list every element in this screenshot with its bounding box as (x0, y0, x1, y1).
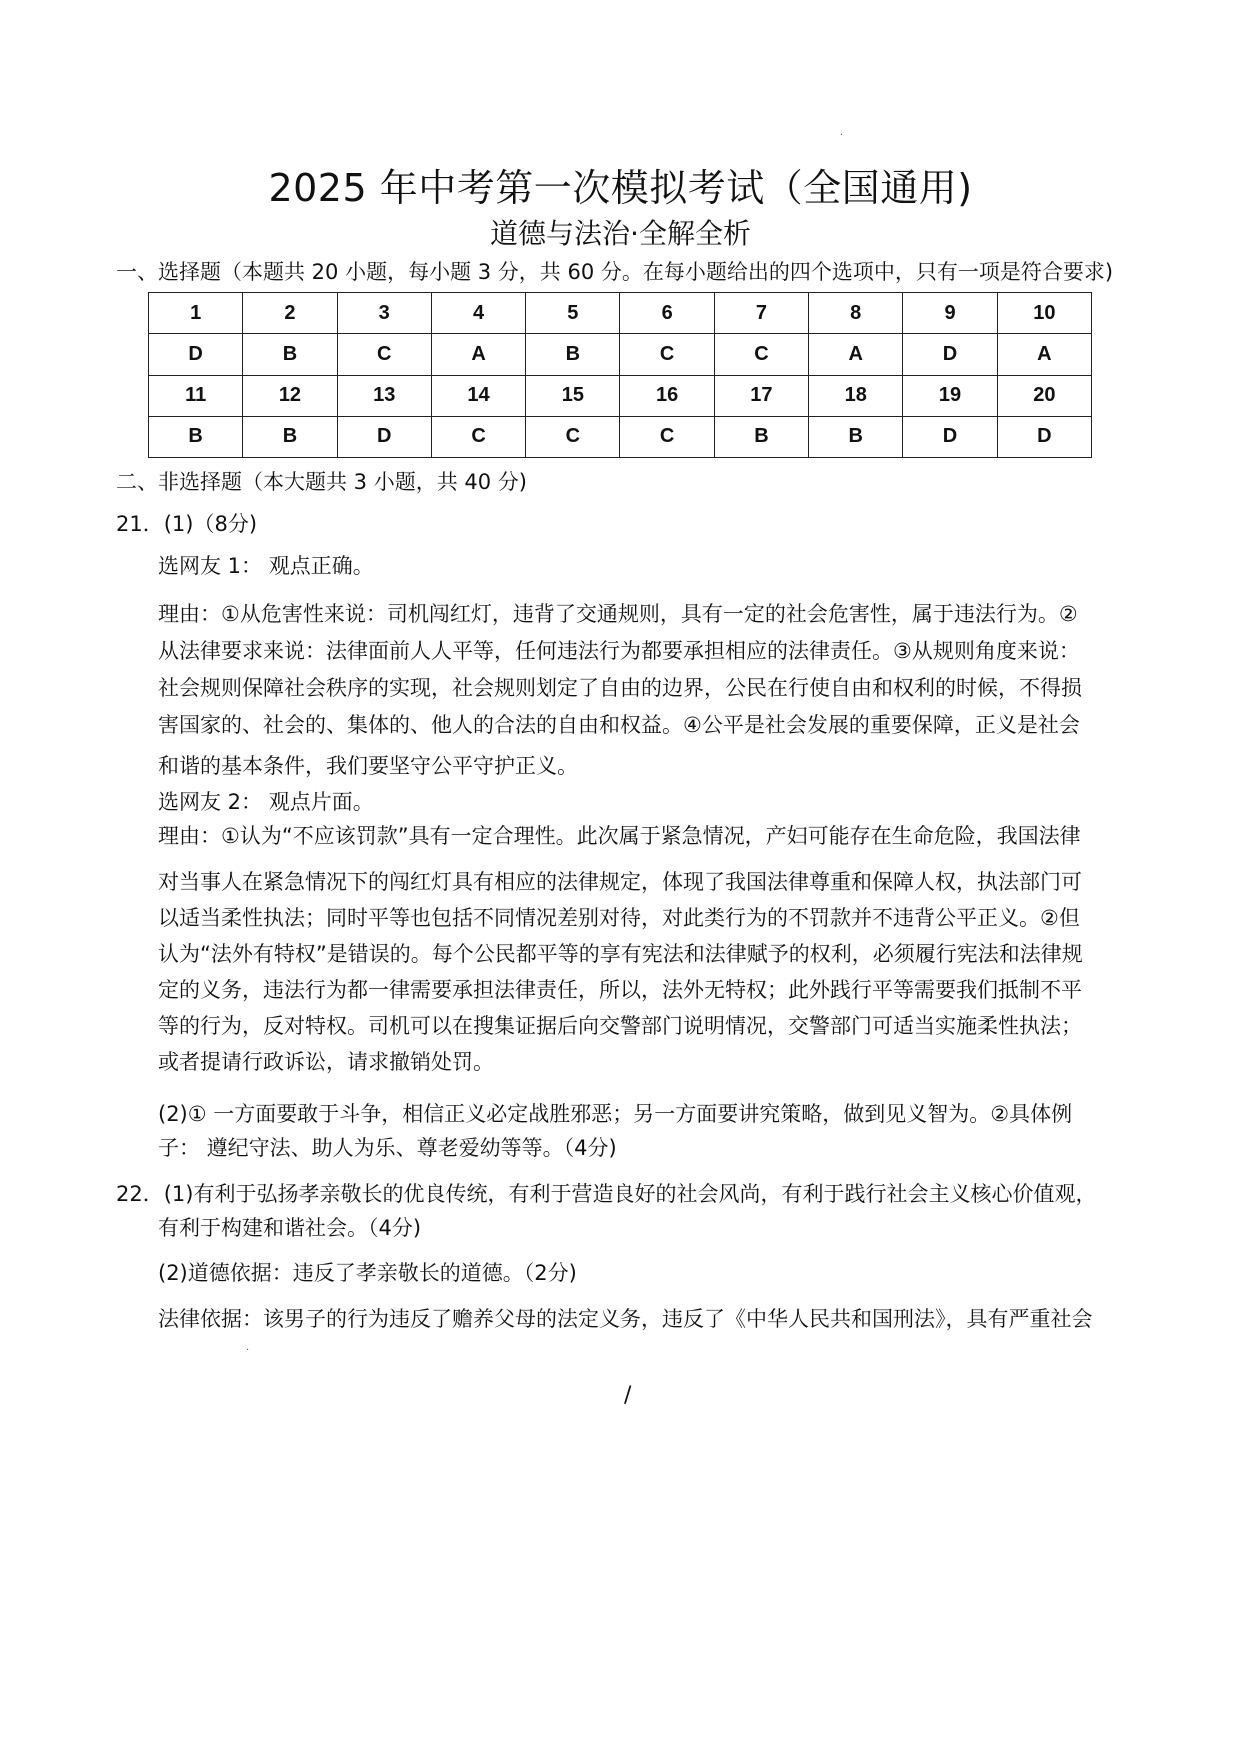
page-subtitle: 道德与法治·全解全析 (490, 217, 751, 250)
question-number-cell: 10 (997, 293, 1091, 334)
answer-cell: C (714, 334, 808, 375)
q21-part2-line-2: 子： 遵纪守法、助人为乐、尊老爱幼等等。（4分) (158, 1136, 617, 1160)
q21-reason-1-line-1: 理由：①从危害性来说：司机闯红灯，违背了交通规则，具有一定的社会危害性，属于违法行为。② (158, 602, 1078, 626)
q21-choice-1: 选网友 1： 观点正确。 (158, 554, 374, 578)
question-number-cell: 15 (526, 375, 620, 416)
scan-speck: · (840, 130, 844, 141)
q22-part1-line-1: 22．(1)有利于弘扬孝亲敬长的优良传统，有利于营造良好的社会风尚，有利于践行社会主义核心价值观， (116, 1182, 1097, 1206)
section1-heading: 一、选择题（本题共 20 小题，每小题 3 分，共 60 分。在每小题给出的四个选项中，只有一项是符合要求) (116, 260, 1114, 284)
page-mark: / (624, 1383, 632, 1408)
question-number-row (149, 293, 1092, 334)
q21-reason-1-line-3: 社会规则保障社会秩序的实现，社会规则划定了自由的边界，公民在行使自由和权利的时候，不得损 (158, 676, 1082, 700)
question-number-cell: 2 (243, 293, 337, 334)
question-number-cell: 20 (997, 375, 1091, 416)
question-number-cell: 18 (809, 375, 903, 416)
question-number-cell: 3 (337, 293, 431, 334)
question-number-cell: 8 (809, 293, 903, 334)
q21-part2-line-1: (2)① 一方面要敢于斗争，相信正义必定战胜邪恶；另一方面要讲究策略，做到见义智为。②具体例 (158, 1102, 1073, 1126)
answer-cell: C (526, 416, 620, 457)
answer-cell: C (620, 334, 714, 375)
question-number-cell: 7 (714, 293, 808, 334)
q22-part1-line-2: 有利于构建和谐社会。（4分) (158, 1216, 422, 1240)
question-number-cell: 4 (431, 293, 525, 334)
q21-reason-2-line-2: 对当事人在紧急情况下的闯红灯具有相应的法律规定，体现了我国法律尊重和保障人权，执法部门可 (158, 870, 1082, 894)
answer-cell: B (526, 334, 620, 375)
answer-cell: B (243, 334, 337, 375)
answer-row (149, 416, 1092, 457)
q21-reason-2-line-4: 认为“法外有特权”是错误的。每个公民都平等的享有宪法和法律赋予的权利，必须履行宪法和法律规 (158, 942, 1083, 966)
question-number-cell: 14 (431, 375, 525, 416)
question-number-cell: 11 (149, 375, 243, 416)
question-number-cell: 12 (243, 375, 337, 416)
question-number-cell: 17 (714, 375, 808, 416)
q21-reason-1-line-2: 从法律要求来说：法律面前人人平等，任何违法行为都要承担相应的法律责任。③从规则角度来说： (158, 639, 1080, 663)
question-number-cell: 9 (903, 293, 997, 334)
answer-row (149, 334, 1092, 375)
question-number-cell: 5 (526, 293, 620, 334)
question-number-cell: 6 (620, 293, 714, 334)
q22-part2-line-1: (2)道德依据：违反了孝亲敬长的道德。（2分) (158, 1261, 577, 1285)
scan-speck: · (246, 1345, 250, 1356)
q21-header: 21．(1)（8分) (116, 512, 258, 536)
question-number-cell: 1 (149, 293, 243, 334)
section2-heading: 二、非选择题（本大题共 3 小题，共 40 分) (116, 470, 527, 494)
answer-cell: D (149, 334, 243, 375)
answer-cell: B (149, 416, 243, 457)
answer-cell: D (903, 416, 997, 457)
answer-cell: B (243, 416, 337, 457)
answer-cell: D (337, 416, 431, 457)
answer-cell: A (997, 334, 1091, 375)
q22-part2-line-2: 法律依据：该男子的行为违反了赡养父母的法定义务，违反了《中华人民共和国刑法》，具有严重社会 (158, 1307, 1093, 1331)
answer-cell: B (714, 416, 808, 457)
q21-reason-2-line-5: 定的义务，违法行为都一律需要承担法律责任，所以，法外无特权；此外践行平等需要我们抵制不平 (158, 978, 1082, 1002)
q21-reason-1-line-5: 和谐的基本条件，我们要坚守公平守护正义。 (158, 754, 578, 778)
answer-cell: D (903, 334, 997, 375)
question-number-cell: 16 (620, 375, 714, 416)
q21-reason-1-line-4: 害国家的、社会的、集体的、他人的合法的自由和权益。④公平是社会发展的重要保障，正义是社会 (158, 713, 1080, 737)
q21-reason-2-line-1: 理由：①认为“不应该罚款”具有一定合理性。此次属于紧急情况，产妇可能存在生命危险，我国法律 (158, 824, 1081, 848)
question-number-cell: 13 (337, 375, 431, 416)
answer-cell: A (809, 334, 903, 375)
answer-cell: C (431, 416, 525, 457)
answer-cell: B (809, 416, 903, 457)
page-title: 2025 年中考第一次模拟考试（全国通用) (268, 166, 973, 210)
answer-cell: C (337, 334, 431, 375)
question-number-row (149, 375, 1092, 416)
answer-cell: C (620, 416, 714, 457)
question-number-cell: 19 (903, 375, 997, 416)
q21-reason-2-line-6: 等的行为，反对特权。司机可以在搜集证据后向交警部门说明情况，交警部门可适当实施柔性执法； (158, 1014, 1082, 1038)
answer-table (148, 292, 1092, 458)
q21-choice-2: 选网友 2： 观点片面。 (158, 790, 374, 814)
q21-reason-2-line-7: 或者提请行政诉讼，请求撤销处罚。 (158, 1050, 494, 1074)
q21-reason-2-line-3: 以适当柔性执法；同时平等也包括不同情况差别对待，对此类行为的不罚款并不违背公平正义。②但 (158, 906, 1080, 930)
answer-cell: D (997, 416, 1091, 457)
answer-cell: A (431, 334, 525, 375)
